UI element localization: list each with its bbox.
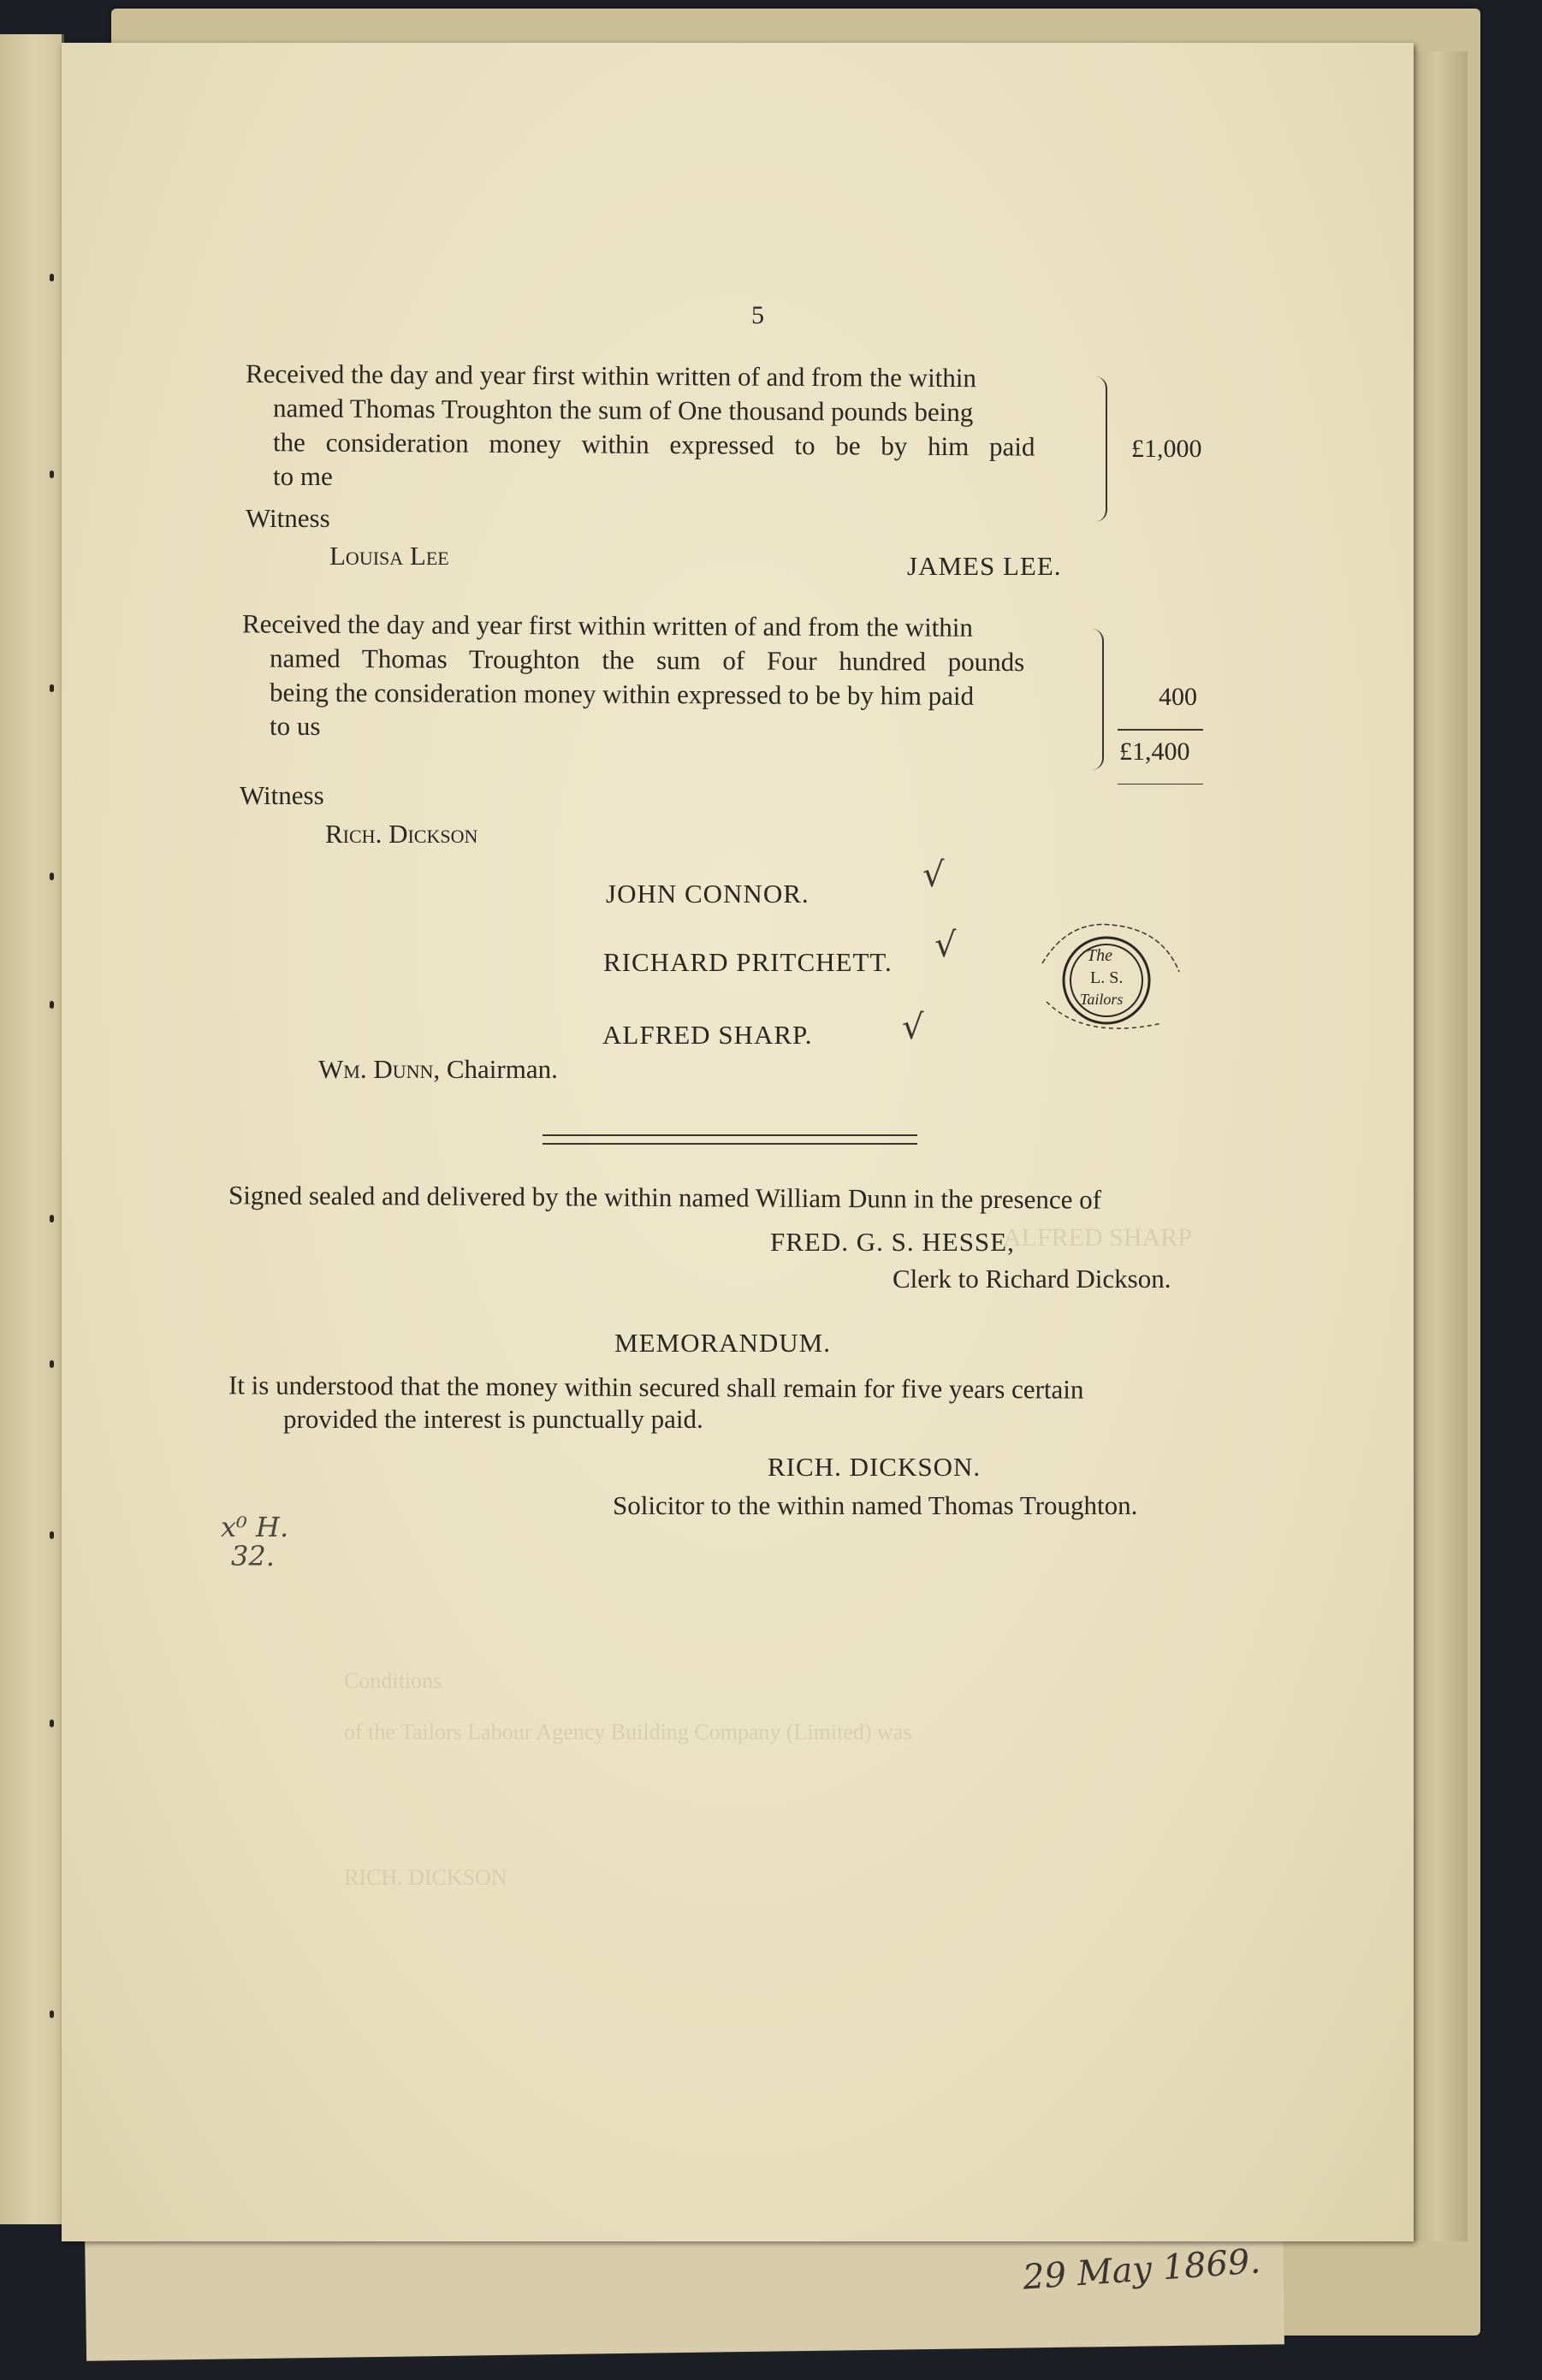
delivery-witness-role: Clerk to Richard Dickson. [893, 1264, 1171, 1294]
receipt-1-amount: £1,000 [1131, 435, 1202, 463]
witness-label-2: Witness [240, 780, 324, 810]
receipt-2-line: being the consideration money within expressed to be by him paid [269, 677, 975, 711]
pencil-annotation-line: x⁰ H. [221, 1511, 289, 1543]
memorandum-heading: MEMORANDUM. [614, 1328, 831, 1358]
memorandum-line: provided the interest is punctually paid. [283, 1404, 703, 1434]
chairman-name: Wm. Dunn, [318, 1054, 441, 1084]
receipt-1-line: the consideration money within expressed to be by him paid [272, 427, 1035, 462]
receipt-1-line: Received the day and year first within written of and from the within [245, 358, 977, 394]
seal-ls: L. S. [1090, 968, 1124, 987]
memorandum-signatory: RICH. DICKSON. [768, 1452, 982, 1482]
document-page: ALFRED SHARP Conditions of the Tailors Labour Agency Building Company (Limited) was RICH. DICKSON [62, 43, 1414, 2241]
pencil-annotation-line: 32. [231, 1540, 275, 1572]
receipt-1-line: named Thomas Troughton the sum of One thousand pounds being [272, 393, 974, 428]
seal-handwritten-word: Tailors [1080, 991, 1124, 1008]
receipt-1-text [246, 359, 1091, 491]
signatory-james-lee: JAMES LEE. [907, 551, 1062, 581]
delivery-witness: FRED. G. S. HESSE, [770, 1227, 1015, 1257]
sum-rule [1118, 729, 1203, 731]
facing-page-edge [0, 34, 64, 2224]
witness-name-2: Rich. Dickson [325, 819, 478, 849]
memorandum-text [228, 1371, 1083, 1434]
chairman-line [318, 1052, 558, 1086]
section-divider [543, 1134, 917, 1145]
memorandum-line: It is understood that the money within secured shall remain for five years certain [228, 1370, 1084, 1405]
check-mark: √ [934, 926, 957, 965]
page-stack-edge [1408, 51, 1468, 2241]
memorandum-signatory-role: Solicitor to the within named Thomas Troughton. [613, 1490, 1138, 1520]
signatory-john-connor: JOHN CONNOR. [606, 879, 810, 909]
signatory-richard-pritchett: RICHARD PRITCHETT. [603, 947, 893, 977]
delivery-statement: Signed sealed and delivered by the within named William Dunn in the presence of [228, 1180, 1102, 1215]
receipt-2-line: to us [270, 711, 321, 741]
receipt-2-text [242, 609, 1089, 741]
page-number: 5 [751, 301, 764, 329]
receipt-total: £1,400 [1119, 737, 1190, 766]
receipt-2-line: Received the day and year first within written of and from the within [241, 608, 974, 642]
signatory-alfred-sharp: ALFRED SHARP. [602, 1020, 813, 1050]
chairman-title: Chairman. [446, 1054, 558, 1084]
pencil-annotation [221, 1513, 288, 1571]
society-seal [1017, 912, 1196, 1049]
witness-label-1: Witness [246, 503, 330, 533]
receipt-1-brace [1095, 376, 1107, 522]
receipt-2-brace [1092, 629, 1104, 770]
receipt-2-amount: 400 [1159, 683, 1197, 711]
receipt-2-line: named Thomas Troughton the sum of Four hundred pounds [269, 642, 1025, 678]
seal-handwritten-word: The [1087, 946, 1112, 965]
receipt-1-line: to me [273, 461, 333, 491]
witness-name-1: Louisa Lee [329, 541, 449, 571]
check-mark: √ [922, 855, 945, 895]
handwritten-date: 29 May 1869. [1021, 2241, 1262, 2298]
check-mark: √ [902, 1008, 924, 1047]
